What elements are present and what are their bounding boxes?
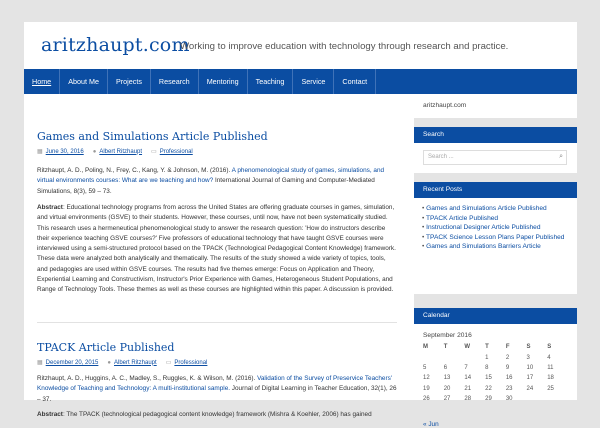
folder-icon: ▭ (151, 149, 157, 155)
main-nav (24, 69, 577, 94)
calendar-day: 11 (547, 364, 554, 371)
calendar-day: 19 (423, 385, 430, 392)
calendar-day: 8 (485, 364, 489, 371)
list-item[interactable]: • TPACK Article Published (422, 214, 499, 222)
calendar-day: 25 (547, 385, 554, 392)
site-tagline: Working to improve education with technology through research and practice. (180, 41, 509, 52)
citation-journal: Journal of Digital Learning in Teacher Education, 32(1), 26 – 37. (37, 385, 397, 403)
citation-authors: Ritzhaupt, A. D., Poling, N., Frey, C., Kang, Y. & Johnson, M. (2016). (37, 167, 232, 174)
calendar-day: 24 (526, 385, 534, 392)
calendar-day: 16 (505, 375, 513, 382)
calendar-icon: ▦ (37, 360, 43, 366)
nav-service[interactable]: Service (293, 69, 334, 94)
bullet-icon: • (422, 243, 427, 250)
search-input[interactable] (423, 150, 567, 165)
calendar-day: 12 (423, 375, 430, 382)
bullet-icon: • (422, 214, 427, 222)
recent-posts-list (414, 198, 577, 258)
calendar-day: 17 (526, 375, 534, 382)
user-icon: ● (92, 148, 97, 155)
calendar-day: 20 (443, 385, 451, 392)
bullet-icon: • (422, 233, 427, 241)
post-category[interactable]: Professional (159, 148, 193, 155)
calendar-icon: ▦ (37, 149, 43, 155)
post-meta (37, 148, 193, 155)
calendar-day (547, 394, 568, 404)
post-title[interactable]: TPACK Article Published (37, 341, 175, 354)
calendar-day: 3 (526, 354, 530, 361)
search-placeholder: Search ... (428, 154, 454, 160)
calendar-day: 7 (464, 364, 468, 371)
nav-research[interactable]: Research (151, 69, 199, 94)
list-item[interactable]: • Instructional Designer Article Published (422, 224, 541, 231)
calendar-day: 4 (547, 354, 551, 361)
post-citation (37, 374, 397, 405)
post-abstract (37, 203, 397, 296)
calendar-day: 27 (443, 396, 451, 403)
sidebar (414, 94, 577, 428)
site-title[interactable]: aritzhaupt.com (41, 34, 190, 56)
calendar-day: 29 (485, 396, 492, 403)
recent-posts-widget (414, 182, 577, 294)
search-icon[interactable]: ⌕ (559, 153, 563, 160)
list-item[interactable]: • TPACK Science Lesson Plans Paper Published (422, 233, 565, 241)
calendar-day: 22 (485, 385, 492, 392)
post-title[interactable]: Games and Simulations Article Published (37, 130, 268, 143)
sidebar-site-link[interactable]: aritzhaupt.com (414, 94, 577, 118)
post-date[interactable]: June 30, 2016 (45, 148, 84, 155)
calendar-day: 28 (464, 396, 472, 403)
main-content (24, 94, 409, 418)
calendar-day (444, 352, 465, 362)
calendar-day: 21 (464, 385, 472, 392)
calendar-day: 30 (505, 396, 513, 403)
calendar-day: 2 (505, 354, 510, 361)
post-meta (37, 359, 207, 366)
nav-teaching[interactable]: Teaching (248, 69, 294, 94)
folder-icon: ▭ (165, 360, 172, 366)
post-author[interactable]: Albert Ritzhaupt (99, 148, 143, 155)
nav-projects[interactable]: Projects (108, 69, 151, 94)
citation-link[interactable]: A phenomenological study of games, simulations, and virtual environments courses: What are we teaching and how? (37, 167, 385, 185)
citation-link[interactable]: Validation of the Survey of Preservice Teachers' Knowledge of Teaching and Technology: A multi-institutional sample. (37, 375, 392, 393)
calendar-day-header: F (505, 344, 510, 351)
abstract-label: Abstract (37, 204, 63, 211)
calendar-day-header: T (443, 344, 448, 351)
abstract-text: : The TPACK (technological pedagogical content knowledge) framework (Mishra & Koehler, 2006) has gained (62, 411, 372, 418)
post-date[interactable]: December 20, 2015 (45, 359, 99, 366)
calendar-day: 10 (526, 364, 534, 371)
calendar-day-header: M (423, 344, 428, 351)
calendar-day: 9 (505, 364, 510, 371)
abstract-label: Abstract (37, 411, 63, 418)
page-container (24, 22, 577, 428)
citation-journal: International Journal of Gaming and Computer-Mediated Simulations, 8(3), 59 – 73. (37, 177, 375, 195)
post-author[interactable]: Albert Ritzhaupt (114, 359, 157, 366)
nav-home[interactable]: Home (24, 69, 60, 94)
list-item[interactable]: • Games and Simulations Barriers Article (422, 243, 541, 250)
post-category[interactable]: Professional (174, 359, 208, 366)
post-citation (37, 166, 397, 197)
widget-title: Calendar (414, 308, 577, 324)
calendar-day-header: S (547, 344, 552, 351)
calendar-day-header: W (464, 344, 471, 351)
calendar-day (527, 394, 548, 404)
citation-authors: Ritzhaupt, A. D., Huggins, A. C., Madley, S., Ruggles, K. & Wilson, M. (2016). (37, 375, 258, 382)
search-widget (414, 127, 577, 173)
widget-title: Recent Posts (414, 182, 577, 198)
bullet-icon: • (422, 224, 427, 231)
calendar-day: 14 (464, 375, 472, 382)
nav-mentoring[interactable]: Mentoring (199, 69, 248, 94)
nav-contact[interactable]: Contact (334, 69, 376, 94)
calendar-day: 13 (443, 375, 451, 382)
user-icon: ● (107, 359, 111, 366)
calendar-prev-link[interactable]: « Jun (423, 421, 439, 428)
calendar-day (423, 352, 444, 362)
calendar-month: September 2016 (423, 332, 472, 339)
abstract-text: : Educational technology programs from across the United States are offering graduate courses in games, simulation, and virtual environments (GSVE) to their students. However, these courses, until now, have not been systematically studied. This research uses a hermeneutical phenomenological study to answer the research question: 'How do instructors describe their experience teaching GSVE courses?' Five professors of educational technology that have taught GSVE courses were interviewed using a semi-structured protocol based on the TPACK (Technological Pedagogical Content Knowledge) framework. These data were analyzed both analytically and thematically. The results of the study showed a wide variety of topics, tools, and pedagogies are used within GSVE courses. The results had five themes emerge: Focus on Application and Theory, Experiential Learning and Constructivism, Instructor's Prior Experience with Games, Heterogeneous Student Populations, and Range of Technology Tools. These themes as well as these courses are highlighted within this paper. A discussion is provided. (37, 204, 396, 294)
calendar-day: 15 (485, 375, 492, 382)
list-item[interactable]: • Games and Simulations Article Published (422, 205, 547, 212)
calendar-day: 23 (505, 385, 513, 392)
post-abstract (37, 410, 397, 420)
calendar-day: 26 (423, 396, 430, 403)
nav-about-me[interactable]: About Me (60, 69, 108, 94)
calendar-day (464, 352, 485, 362)
site-header (24, 22, 577, 69)
calendar-widget (414, 308, 577, 428)
calendar-day: 6 (443, 364, 448, 371)
calendar-day-header: T (485, 344, 489, 351)
widget-title: Search (414, 127, 577, 143)
calendar-day: 5 (423, 364, 427, 371)
calendar-table (423, 342, 568, 404)
post-divider (37, 322, 397, 323)
calendar-day-header: S (526, 344, 531, 351)
calendar-day: 1 (485, 354, 489, 361)
calendar-day: 18 (547, 375, 554, 382)
bullet-icon: • (422, 205, 427, 212)
